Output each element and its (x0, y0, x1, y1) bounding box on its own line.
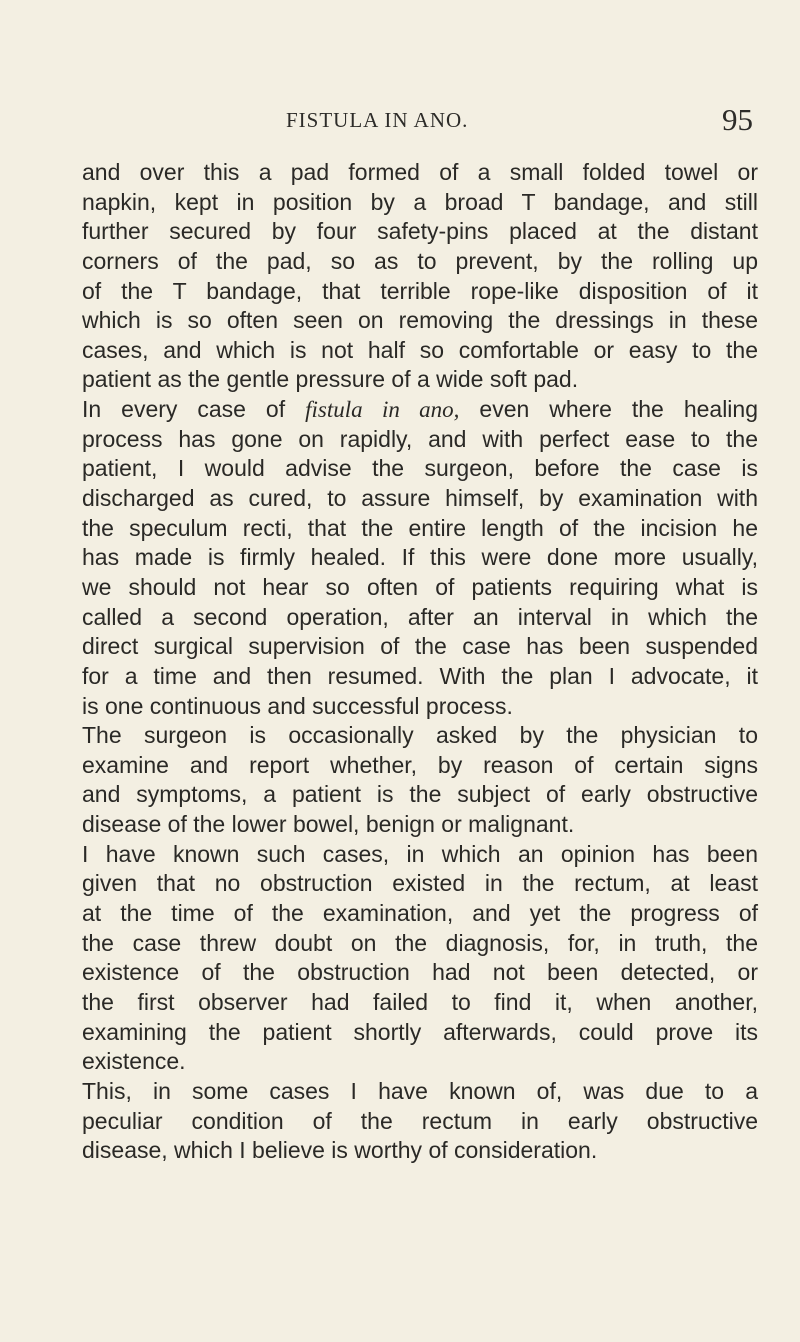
text-line: examining the patient shortly afterwards, could prove its (82, 1018, 758, 1045)
text-line: at the time of the examination, and yet the progress of (82, 900, 758, 927)
text-line: we should not hear so often of patients requiring what is (82, 573, 758, 600)
italic-term: fistula in ano, (305, 397, 460, 423)
text-line: and over this a pad formed of a small folded towel or (82, 159, 758, 185)
text-line: napkin, kept in position by a broad T bandage, and still (82, 188, 758, 215)
text-line: process has gone on rapidly, and with perfect ease to the (82, 425, 758, 452)
text-line: The surgeon is occasionally asked by the physician to (82, 722, 758, 749)
text-line: is one continuous and successful process. (82, 692, 513, 719)
text-line: patient as the gentle pressure of a wide soft pad. (82, 366, 579, 393)
text-line: which is so often seen on removing the dressings in these (82, 307, 758, 334)
text-line: patient, I would advise the surgeon, before the case is (82, 455, 758, 482)
text-line: given that no obstruction existed in the rectum, at least (82, 870, 758, 897)
page-number: 95 (722, 102, 753, 137)
text-line: This, in some cases I have known of, was due to a (82, 1077, 758, 1104)
text-line: direct surgical supervision of the case has been suspended (82, 633, 758, 660)
text-line: disease of the lower bowel, benign or malignant. (82, 811, 575, 838)
text-line: has made is firmly healed. If this were done more usually, (82, 544, 758, 571)
text-line: cases, and which is not half so comfortable or easy to the (82, 336, 758, 363)
text-line: the case threw doubt on the diagnosis, for, in truth, the (82, 929, 758, 956)
text-line: of the T bandage, that terrible rope-like disposition of it (82, 277, 758, 304)
text-line: for a time and then resumed. With the plan I advocate, it (82, 662, 758, 689)
text-line: discharged as cured, to assure himself, by examination with (82, 485, 758, 512)
text-line: the speculum recti, that the entire length of the incision he (82, 514, 758, 541)
text-line: peculiar condition of the rectum in early obstructive (82, 1107, 758, 1134)
text-line-with-italic (82, 395, 758, 425)
text-line: examine and report whether, by reason of certain signs (82, 751, 758, 778)
text-run: In every case of (82, 396, 306, 423)
body-text (82, 158, 758, 1166)
running-title: FISTULA IN ANO. (286, 108, 469, 132)
text-line: corners of the pad, so as to prevent, by the rolling up (82, 247, 758, 274)
running-head (60, 102, 780, 142)
text-line: and symptoms, a patient is the subject of early obstructive (82, 781, 758, 808)
text-line: disease, which I believe is worthy of consideration. (82, 1137, 598, 1164)
text-line: called a second operation, after an interval in which the (82, 603, 758, 630)
text-line: I have known such cases, in which an opinion has been (82, 840, 758, 867)
text-line: existence. (82, 1048, 186, 1075)
text-line: further secured by four safety-pins placed at the distant (82, 218, 758, 245)
text-line: existence of the obstruction had not been detected, or (82, 959, 758, 986)
text-line: the first observer had failed to find it, when another, (82, 988, 758, 1015)
text-run: even where the healing (459, 396, 758, 423)
